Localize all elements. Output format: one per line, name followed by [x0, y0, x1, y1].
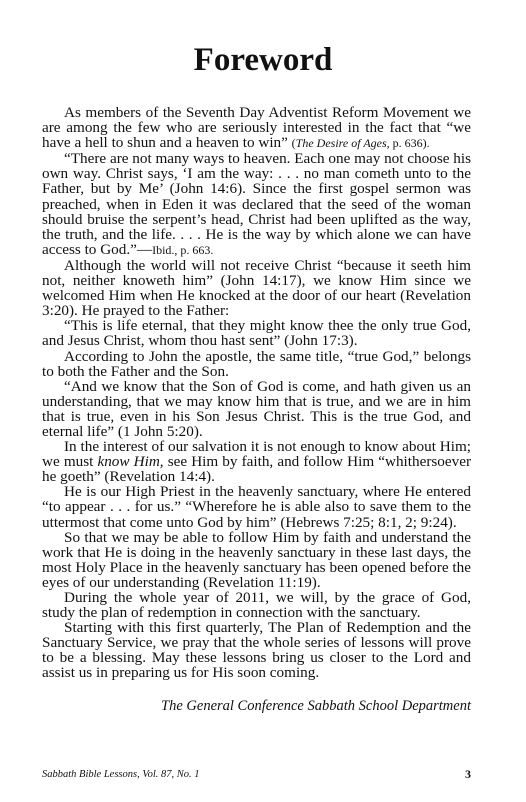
paragraph: He is our High Priest in the heavenly sanctuary, where He entered “to appear . . . for us.” “Wherefore he is able also to save them to the uttermost that come unto God by him” (Hebrews 7:25; 8:1, 2; 9:24). [42, 483, 471, 531]
paragraph-text: see Him by faith, and follow Him “whithersoever he goeth” (Revelation 14:4). [42, 453, 472, 486]
paragraph [42, 151, 471, 258]
signature: The General Conference Sabbath School Department [161, 698, 471, 714]
foreword-body [42, 105, 471, 681]
paragraph-text: “There are not many ways to heaven. Each one may not choose his own way. Christ says, ‘I am the way: . . . no man cometh unto to the Father, but by Me’ (John 14:6). Since the first gospel sermon was preached, when in Eden it was declared that the seed of the woman should bruise the serpent’s head, Christ had been uplifted as the way, the truth, and the life. . . . He is the way by which alone we can have access to God.”— [42, 150, 471, 258]
paragraph [42, 439, 471, 484]
paragraph: Although the world will not receive Christ “because it seeth him not, neither knoweth him” (John 14:17), we know Him since we welcomed Him when He knocked at the door of our heart (Revelation 3:20). He prayed to the Father: [42, 256, 471, 320]
paragraph: So that we may be able to follow Him by faith and understand the work that He is doing in the heavenly sanctuary in these last days, the most Holy Place in the heavenly sanctuary has been opened before the eyes of our understanding (Revelation 11:19). [42, 528, 471, 591]
page-number: 3 [465, 767, 471, 781]
emphasis-text: know Him, [97, 453, 164, 471]
paragraph: During the whole year of 2011, we will, by the grace of God, study the plan of redemption in connection with the sanctuary. [42, 589, 471, 622]
paragraph: As members of the Seventh Day Adventist Reform Movement we are among the few who are seriously interested in the fact that “we have a hell to shun and a heaven to win” (The Desire of Ages, p. 636). [42, 104, 471, 152]
paragraph: “This is life eternal, that they might know thee the only true God, and Jesus Christ, whom thou hast sent” (John 17:3). [42, 317, 471, 350]
citation-title: The Desire of Ages, [295, 136, 390, 151]
paragraph-text: As members of the Seventh Day Adventist Reform Movement we are among the few who are seriously interested in the fact that “we have a hell to shun and a heaven to win” [42, 104, 471, 152]
paragraph: Starting with this first quarterly, The Plan of Redemption and the Sanctuary Service, we pray that the whole series of lessons will prove to be a blessing. May these lessons bring us closer to the Lord and assist us in preparing us for His soon coming. [42, 619, 471, 682]
paragraph-text: In the interest of our salvation it is not enough to know about Him; we must [42, 438, 471, 471]
page-title: Foreword [193, 42, 333, 78]
citation: Ibid., p. 663. [152, 242, 214, 257]
citation-page: p. 636). [389, 136, 430, 151]
footer-publication: Sabbath Bible Lessons, Vol. 87, No. 1 [42, 769, 200, 780]
paragraph: According to John the apostle, the same title, “true God,” belongs to both the Father and the Son. [42, 347, 471, 380]
paragraph: “And we know that the Son of God is come, and hath given us an understanding, that we may know him that is true, and we are in him that is true, even in his Son Jesus Christ. This is the true God, and eternal life” (1 John 5:20). [42, 377, 471, 440]
